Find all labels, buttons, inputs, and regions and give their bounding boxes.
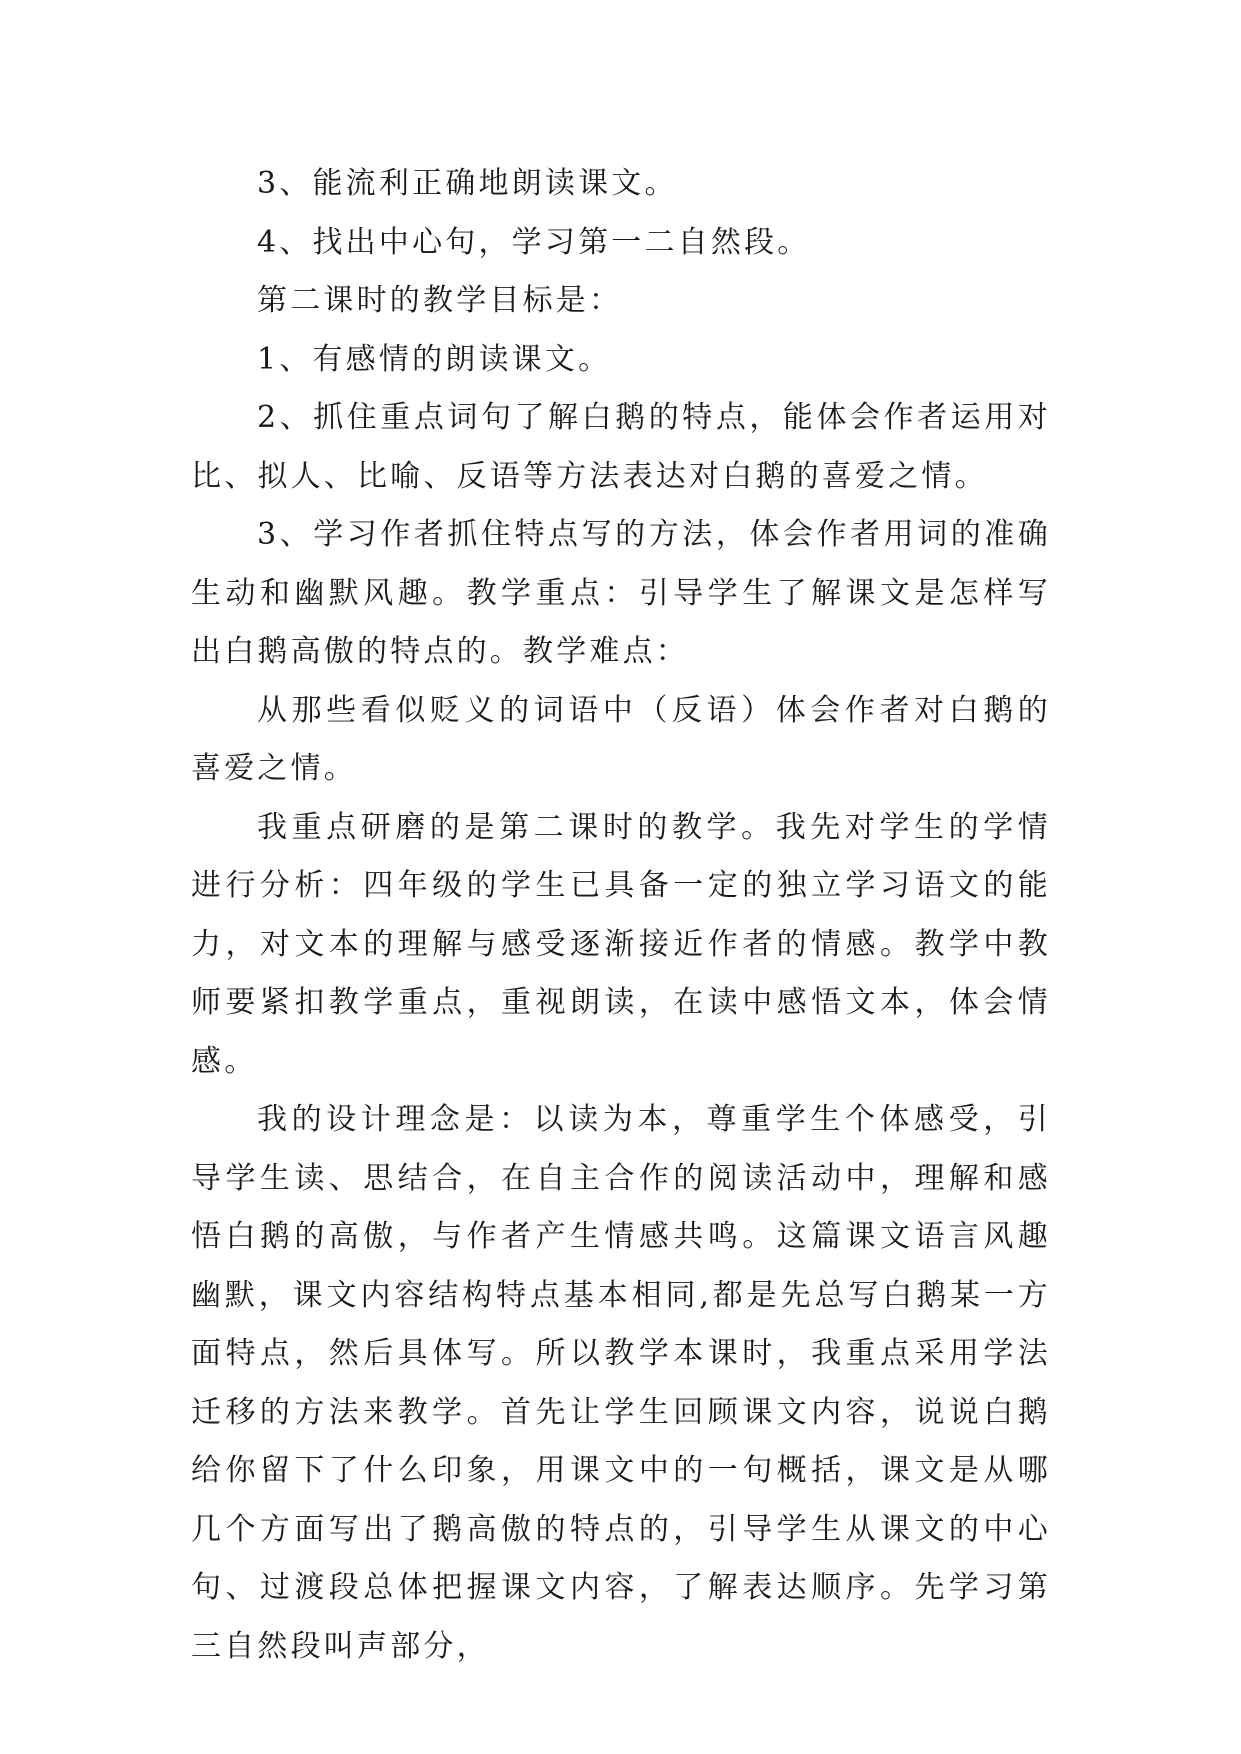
paragraph: 我的设计理念是：以读为本，尊重学生个体感受，引导学生读、思结合，在自主合作的阅读活动中，理解和感悟白鹅的高傲，与作者产生情感共鸣。这篇课文语言风趣幽默，课文内容结构特点基本相同,都是先总写白鹅某一方面特点，然后具体写。所以教学本课时，我重点采用学法迁移的方法来教学。首先让学生回顾课文内容，说说白鹅给你留下了什么印象，用课文中的一句概括，课文是从哪几个方面写出了鹅高傲的特点的，引导学生从课文的中心句、过渡段总体把握课文内容，了解表达顺序。先学习第三自然段叫声部分，: [191, 1102, 1051, 1664]
document-page: [191, 155, 1051, 1676]
paragraph: 从那些看似贬义的词语中（反语）体会作者对白鹅的喜爱之情。: [191, 692, 1051, 786]
paragraph: 2、抓住重点词句了解白鹅的特点，能体会作者运用对比、拟人、比喻、反语等方法表达对白鹅的喜爱之情。: [191, 400, 1051, 494]
paragraph: 第二课时的教学目标是：: [257, 283, 623, 318]
paragraph: 3、能流利正确地朗读课文。: [257, 166, 678, 201]
paragraph: 1、有感情的朗读课文。: [257, 341, 612, 377]
paragraph: 我重点研磨的是第二课时的教学。我先对学生的学情进行分析：四年级的学生已具备一定的独立学习语文的能力，对文本的理解与感受逐渐接近作者的情感。教学中教师要紧扣教学重点，重视朗读，在读中感悟文本，体会情感。: [191, 809, 1051, 1079]
paragraph: 3、学习作者抓住特点写的方法，体会作者用词的准确生动和幽默风趣。教学重点：引导学生了解课文是怎样写出白鹅高傲的特点的。教学难点：: [191, 517, 1051, 669]
paragraph: 4、找出中心句，学习第一二自然段。: [257, 224, 811, 260]
